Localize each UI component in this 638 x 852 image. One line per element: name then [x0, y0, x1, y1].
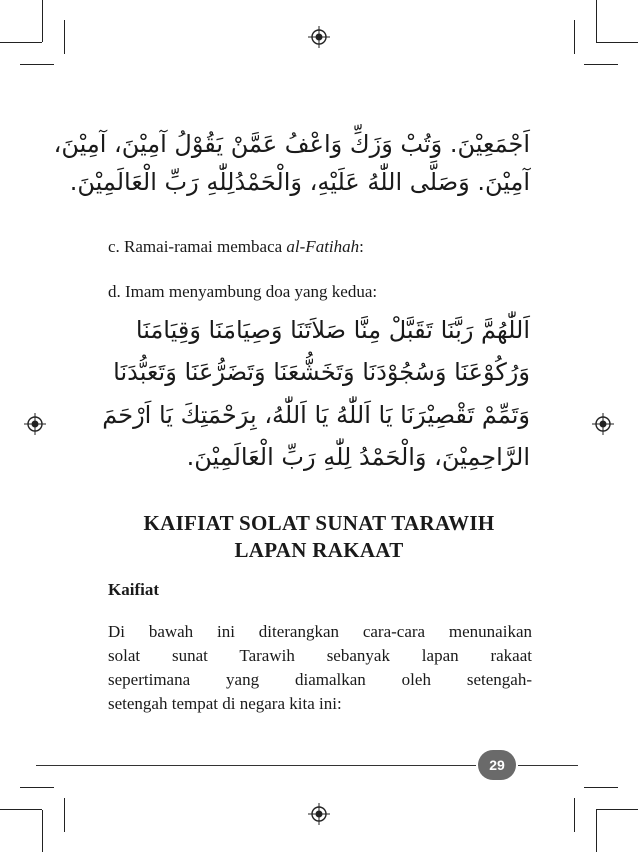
crop-mark: [20, 64, 54, 65]
arabic-text-line: وَتَمِّمْ تَقْصِيْرَنَا يَا اَللّٰهُ يَا اَللّٰهُ، بِرَحْمَتِكَ يَا اَرْحَمَ: [102, 401, 530, 429]
section-title-line: KAIFIAT SOLAT SUNAT TARAWIH: [143, 511, 495, 535]
subheading: Kaifiat: [108, 580, 159, 599]
registration-mark-icon: [592, 413, 614, 435]
crop-mark: [596, 0, 597, 42]
crop-mark: [0, 42, 42, 43]
crop-mark: [574, 798, 575, 832]
crop-mark: [584, 787, 618, 788]
crop-mark: [0, 809, 42, 810]
arabic-text-line: الرَّاحِمِيْنَ، وَالْحَمْدُ لِلّٰهِ رَبِّ الْعَالَمِيْنَ.: [186, 443, 530, 471]
arabic-text-line: اَجْمَعِيْنَ. وَتُبْ وَزَكِّ وَاعْفُ عَمَّنْ يَقُوْلُ آمِيْنَ، آمِيْنَ،: [53, 130, 530, 158]
crop-mark: [42, 810, 43, 852]
paragraph-line: setengah tempat di negara kita ini:: [108, 694, 342, 713]
registration-mark-icon: [308, 26, 330, 48]
crop-mark: [574, 20, 575, 54]
step-c-suffix: :: [359, 237, 364, 256]
paragraph-line: solat sunat Tarawih sebanyak lapan rakaat: [108, 646, 532, 665]
body-paragraph: [108, 620, 532, 716]
crop-mark: [42, 0, 43, 42]
arabic-text-line: اَللّٰهُمَّ رَبَّنَا تَقَبَّلْ مِنَّا صَلاَتَنَا وَصِيَامَنَا وَقِيَامَنَا: [135, 316, 530, 344]
section-title: [106, 510, 532, 564]
section-title-line: LAPAN RAKAAT: [234, 538, 404, 562]
footer-rule: [518, 765, 578, 766]
step-c-emphasis: al-Fatihah: [286, 237, 360, 256]
step-c-text: [108, 237, 364, 257]
registration-mark-icon: [308, 803, 330, 825]
step-d-text: d. Imam menyambung doa yang kedua:: [108, 282, 378, 301]
crop-mark: [596, 42, 638, 43]
crop-mark: [596, 810, 597, 852]
registration-mark-icon: [24, 413, 46, 435]
footer-rule: [36, 765, 476, 766]
arabic-text-line: آمِيْنَ. وَصَلَّى اللّٰهُ عَلَيْهِ، وَالْحَمْدُلِلّٰهِ رَبِّ الْعَالَمِيْنَ.: [69, 168, 530, 196]
crop-mark: [20, 787, 54, 788]
paragraph-line: sepertimana yang diamalkan oleh setengah-: [108, 670, 532, 689]
arabic-text-line: وَرُكُوْعَنَا وَسُجُوْدَنَا وَتَخَشُّعَنَا وَتَضَرُّعَنَا وَتَعَبُّدَنَا: [113, 358, 530, 386]
crop-mark: [596, 809, 638, 810]
crop-mark: [584, 64, 618, 65]
step-c-prefix: c. Ramai-ramai membaca: [108, 237, 287, 256]
crop-mark: [64, 798, 65, 832]
crop-mark: [64, 20, 65, 54]
paragraph-line: Di bawah ini diterangkan cara-cara menunaikan: [108, 622, 532, 641]
page-number-badge: 29: [478, 750, 516, 780]
